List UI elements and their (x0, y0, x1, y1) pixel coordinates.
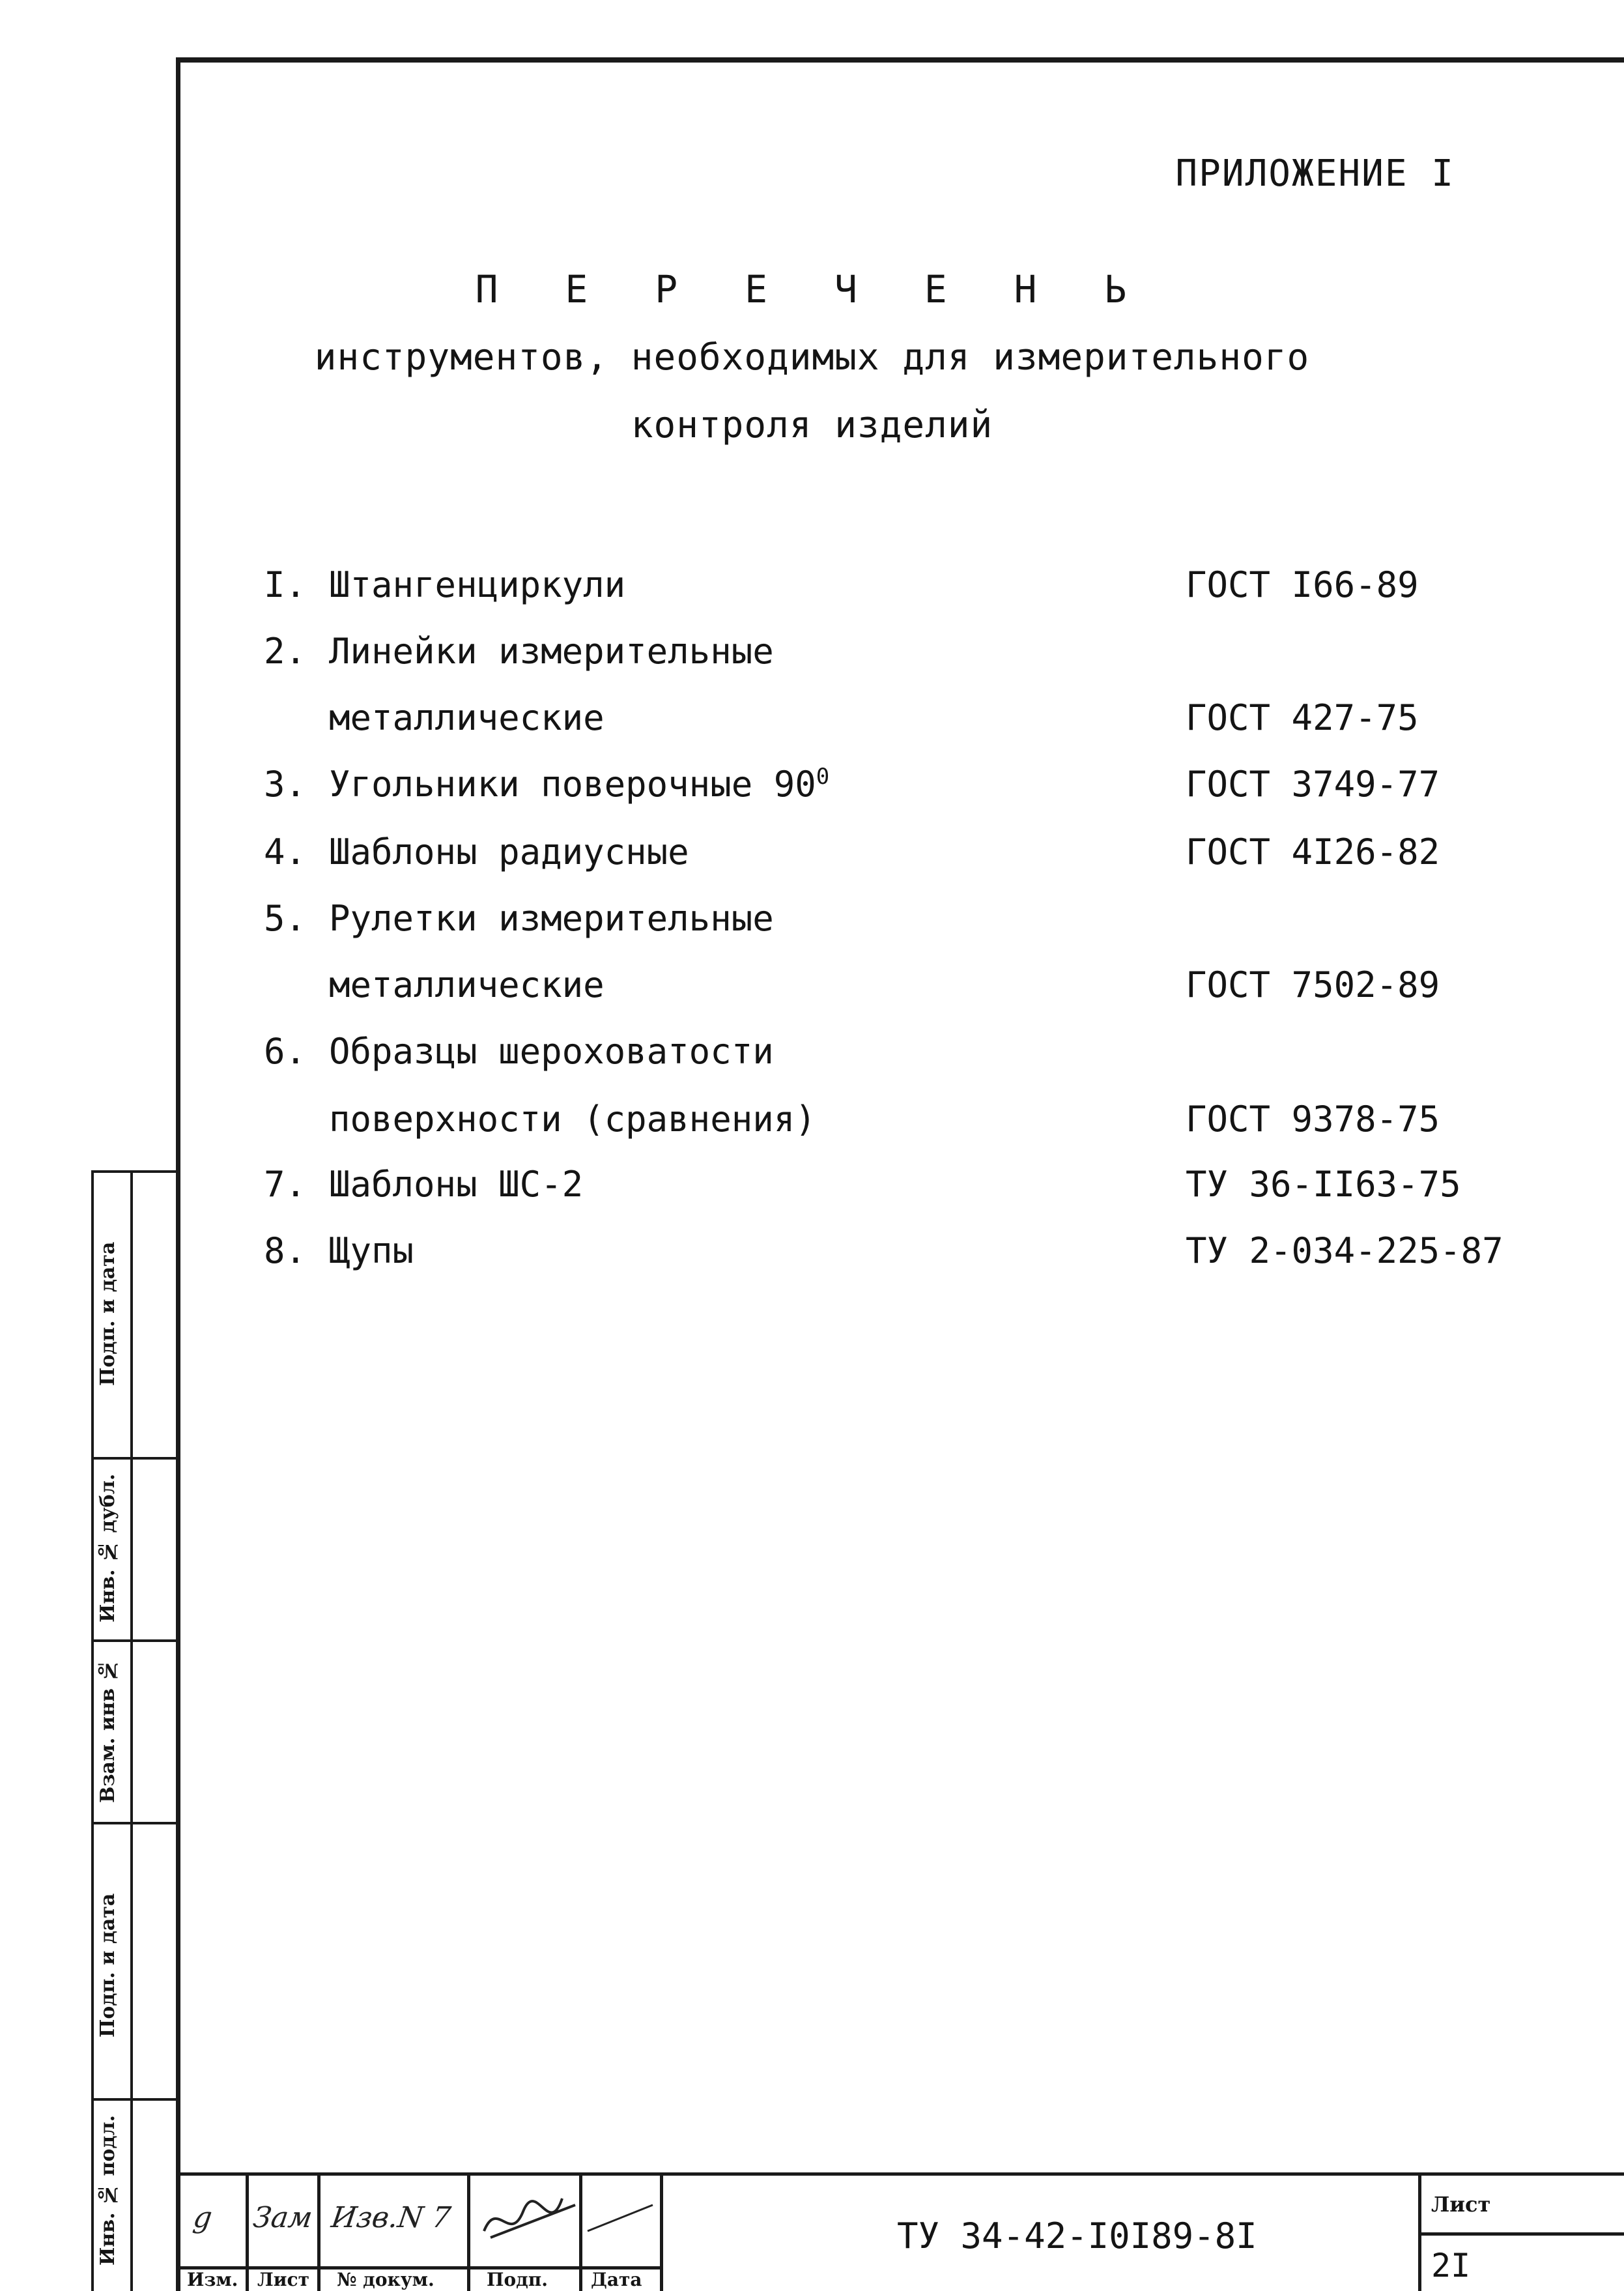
list-item (0, 831, 1624, 897)
list-item (0, 964, 1624, 1030)
list-item (0, 1230, 1624, 1295)
item-number: 8. (264, 1230, 307, 1271)
list-item (0, 1164, 1624, 1229)
item-number: 2. (264, 631, 307, 672)
item-name-with-degree (329, 764, 829, 805)
appendix-label: ПРИЛОЖЕНИЕ I (1175, 152, 1455, 195)
item-name: Образцы шероховатости (329, 1031, 774, 1072)
item-name: Шаблоны ШС-2 (329, 1164, 584, 1205)
side-label-sign-date: Подп. и дата (96, 1893, 119, 2038)
item-standard: ТУ 2-034-225-87 (1186, 1230, 1503, 1271)
handwritten-change-number: g (191, 2201, 214, 2234)
item-number: 5. (264, 898, 307, 939)
list-item (0, 1031, 1624, 1096)
document-subtitle-line-2: контроля изделий (631, 404, 993, 446)
side-label-inv-orig: Инв. № подл. (96, 2114, 119, 2266)
caption-sheet: Лист (257, 2269, 309, 2290)
side-stamp-divider (91, 1639, 176, 1642)
title-block-cell-line (317, 2172, 321, 2291)
degree-superscript: 0 (816, 764, 830, 790)
document-subtitle-line-1: инструментов, необходимых для измерительного (314, 336, 1310, 379)
item-name: Линейки измерительные (329, 631, 774, 672)
item-standard: ТУ 36-II63-75 (1186, 1164, 1461, 1205)
item-name: металлические (329, 697, 605, 738)
title-block-cell-line (246, 2172, 249, 2291)
side-stamp-divider (91, 2098, 176, 2101)
item-name: Штангенциркули (329, 564, 626, 605)
side-label-sign-date: Подп. и дата (96, 1241, 119, 1386)
item-standard: ГОСТ 4I26-82 (1186, 831, 1440, 872)
side-label-replace-inv: Взам. инв № (96, 1658, 119, 1803)
caption-signature: Подп. (487, 2269, 548, 2290)
item-number: 7. (264, 1164, 307, 1205)
item-standard: ГОСТ I66-89 (1186, 564, 1419, 605)
side-label-inv-dup: Инв. № дубл. (96, 1473, 119, 1623)
list-item (0, 764, 1624, 829)
handwritten-doc-number: Изв.N 7 (329, 2201, 453, 2234)
item-standard: ГОСТ 3749-77 (1186, 764, 1440, 805)
title-block-sheet-divider (1418, 2232, 1624, 2236)
title-block (180, 2172, 1624, 2291)
list-item (0, 697, 1624, 762)
sheet-label: Лист (1431, 2192, 1491, 2217)
sheet-number: 2I (1431, 2247, 1471, 2284)
signature-scribble (477, 2185, 582, 2251)
title-block-cell-line (467, 2172, 470, 2291)
side-stamp-divider (91, 1170, 176, 1173)
item-number: I. (264, 564, 307, 605)
item-name: поверхности (сравнения) (329, 1099, 816, 1140)
side-stamp-border-outer (91, 1170, 94, 2291)
document-code: ТУ 34-42-I0I89-8I (897, 2215, 1257, 2256)
caption-date: Дата (591, 2269, 642, 2290)
caption-doc-number: № докум. (337, 2269, 434, 2290)
item-name: металлические (329, 964, 605, 1005)
side-stamp-divider (91, 1822, 176, 1824)
handwritten-sheet: Зам (251, 2201, 315, 2234)
side-stamp-divider (91, 1457, 176, 1460)
title-block-sheet-divider (1418, 2172, 1421, 2291)
caption-change: Изм. (187, 2269, 238, 2290)
item-number: 3. (264, 764, 307, 805)
item-name: Щупы (329, 1230, 414, 1271)
side-stamp-column (91, 1170, 176, 2291)
item-standard: ГОСТ 7502-89 (1186, 964, 1440, 1005)
list-item (0, 1099, 1624, 1164)
list-item (0, 564, 1624, 629)
list-item (0, 898, 1624, 963)
item-name: Рулетки измерительные (329, 898, 774, 939)
item-standard: ГОСТ 427-75 (1186, 697, 1419, 738)
page-frame-top-border (176, 57, 1624, 63)
item-number: 4. (264, 831, 307, 872)
title-block-top-border (180, 2172, 1624, 2176)
item-name: Угольники поверочные 90 (329, 764, 816, 805)
document-title: П Е Р Е Ч Е Н Ь (475, 267, 1149, 311)
date-stroke (584, 2192, 656, 2244)
list-item (0, 631, 1624, 696)
item-number: 6. (264, 1031, 307, 1072)
item-standard: ГОСТ 9378-75 (1186, 1099, 1440, 1140)
title-block-divider (660, 2172, 663, 2291)
item-name: Шаблоны радиусные (329, 831, 689, 872)
